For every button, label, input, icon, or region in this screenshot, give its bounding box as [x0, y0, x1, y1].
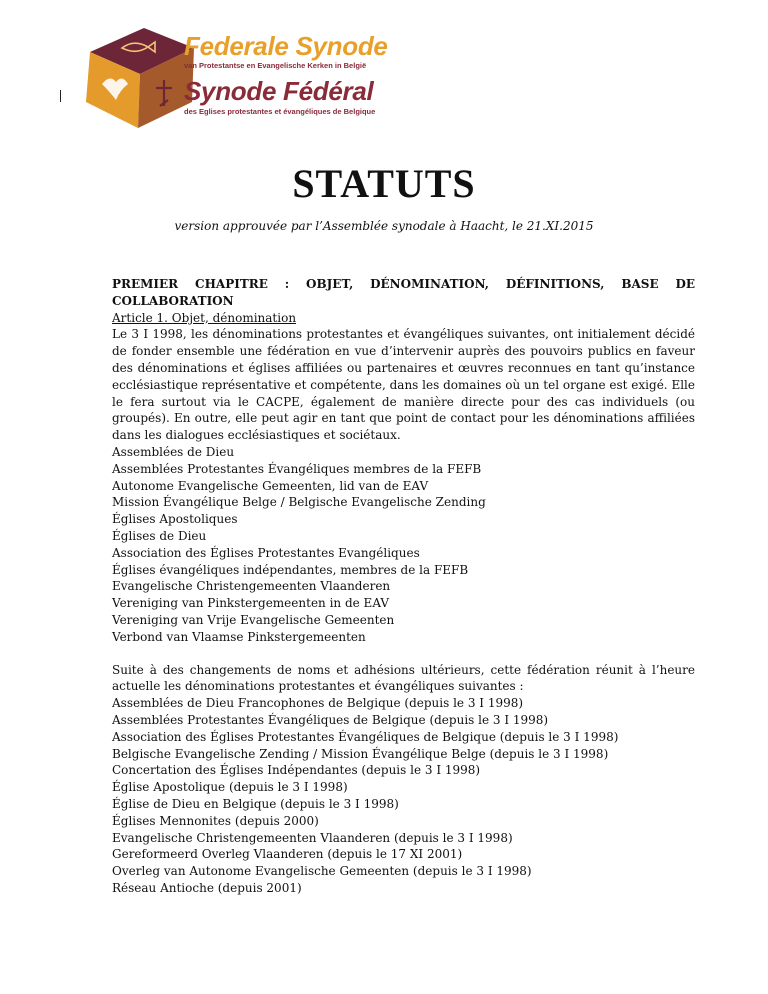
list-item: Concertation des Églises Indépendantes (depuis le 3 I 1998)	[112, 763, 481, 778]
list-item: Vereniging van Vrije Evangelische Gemeenten	[112, 612, 395, 627]
chapter-heading: PREMIER CHAPITRE : OBJET, DÉNOMINATION, DÉFINITIONS, BASE DE COLLABORATION	[112, 277, 695, 308]
list-item: Overleg van Autonome Evangelische Gemeenten (depuis le 3 I 1998)	[112, 864, 532, 879]
article-heading: Article 1. Objet, dénomination	[112, 310, 297, 325]
paragraph-current: Suite à des changements de noms et adhésions ultérieurs, cette fédération réunit à l’heure actuelle les dénominations protestantes et évangéliques suivantes :	[112, 662, 695, 694]
brand-subtitle-nl: van Protestantse en Evangelische Kerken in België	[184, 61, 367, 70]
document-body	[112, 276, 695, 897]
list-item: Assemblées de Dieu	[112, 444, 235, 459]
list-item: Autonome Evangelische Gemeenten, lid van de EAV	[112, 478, 429, 493]
list-item: Evangelische Christengemeenten Vlaanderen	[112, 579, 391, 594]
current-denominations-list	[112, 695, 695, 897]
list-item: Gereformeerd Overleg Vlaanderen (depuis le 17 XI 2001)	[112, 847, 463, 862]
list-item: Vereniging van Pinkstergemeenten in de EAV	[112, 596, 390, 611]
margin-mark	[60, 90, 61, 102]
list-item: Églises Mennonites (depuis 2000)	[112, 813, 319, 828]
list-item: Église Apostolique (depuis le 3 I 1998)	[112, 780, 348, 795]
list-item: Mission Évangélique Belge / Belgische Evangelische Zending	[112, 495, 486, 510]
list-item: Assemblées Protestantes Évangéliques membres de la FEFB	[112, 461, 482, 476]
founding-denominations-list	[112, 444, 695, 646]
page-title: STATUTS	[292, 161, 476, 206]
list-item: Églises Apostoliques	[112, 512, 238, 527]
logo	[62, 22, 412, 130]
cube-logo-icon	[82, 22, 197, 130]
list-item: Belgische Evangelische Zending / Mission Évangélique Belge (depuis le 3 I 1998)	[112, 746, 609, 761]
list-item: Églises évangéliques indépendantes, membres de la FEFB	[112, 562, 469, 577]
spacer	[112, 646, 695, 662]
list-item: Verbond van Vlaamse Pinkstergemeenten	[112, 629, 366, 644]
list-item: Assemblées de Dieu Francophones de Belgique (depuis le 3 I 1998)	[112, 696, 524, 711]
list-item: Églises de Dieu	[112, 528, 207, 543]
list-item: Evangelische Christengemeenten Vlaanderen (depuis le 3 I 1998)	[112, 830, 513, 845]
version-subtitle: version approuvée par l’Assemblée synodale à Haacht, le 21.XI.2015	[174, 219, 594, 233]
list-item: Église de Dieu en Belgique (depuis le 3 I 1998)	[112, 796, 399, 811]
brand-title-nl: Federale Synode	[184, 31, 388, 61]
list-item: Association des Églises Protestantes Évangéliques de Belgique (depuis le 3 I 1998)	[112, 729, 619, 744]
brand-subtitle-fr: des Eglises protestantes et évangéliques de Belgique	[184, 107, 376, 116]
list-item: Réseau Antioche (depuis 2001)	[112, 880, 302, 895]
brand-text	[184, 32, 414, 117]
brand-title-fr: Synode Fédéral	[184, 76, 374, 106]
list-item: Assemblées Protestantes Évangéliques de Belgique (depuis le 3 I 1998)	[112, 712, 549, 727]
list-item: Association des Églises Protestantes Evangéliques	[112, 545, 420, 560]
paragraph-founding: Le 3 I 1998, les dénominations protestantes et évangéliques suivantes, ont initialement décidé de fonder ensemble une fédération en vue d’intervenir auprès des pouvoirs publics en faveur des dénominations et églises affiliées ou partenaires et œuvres reconnues en tant qu’instance ecclésiastique représentative et compétente, dans les domaines où un tel organe est exigé. Elle le fera surtout via le CACPE, également de manière directe pour des cas individuels (ou groupés). En outre, elle peut agir en tant que point de contact pour les dénominations affiliées dans les dialogues ecclésiastiques et sociétaux.	[112, 327, 695, 443]
